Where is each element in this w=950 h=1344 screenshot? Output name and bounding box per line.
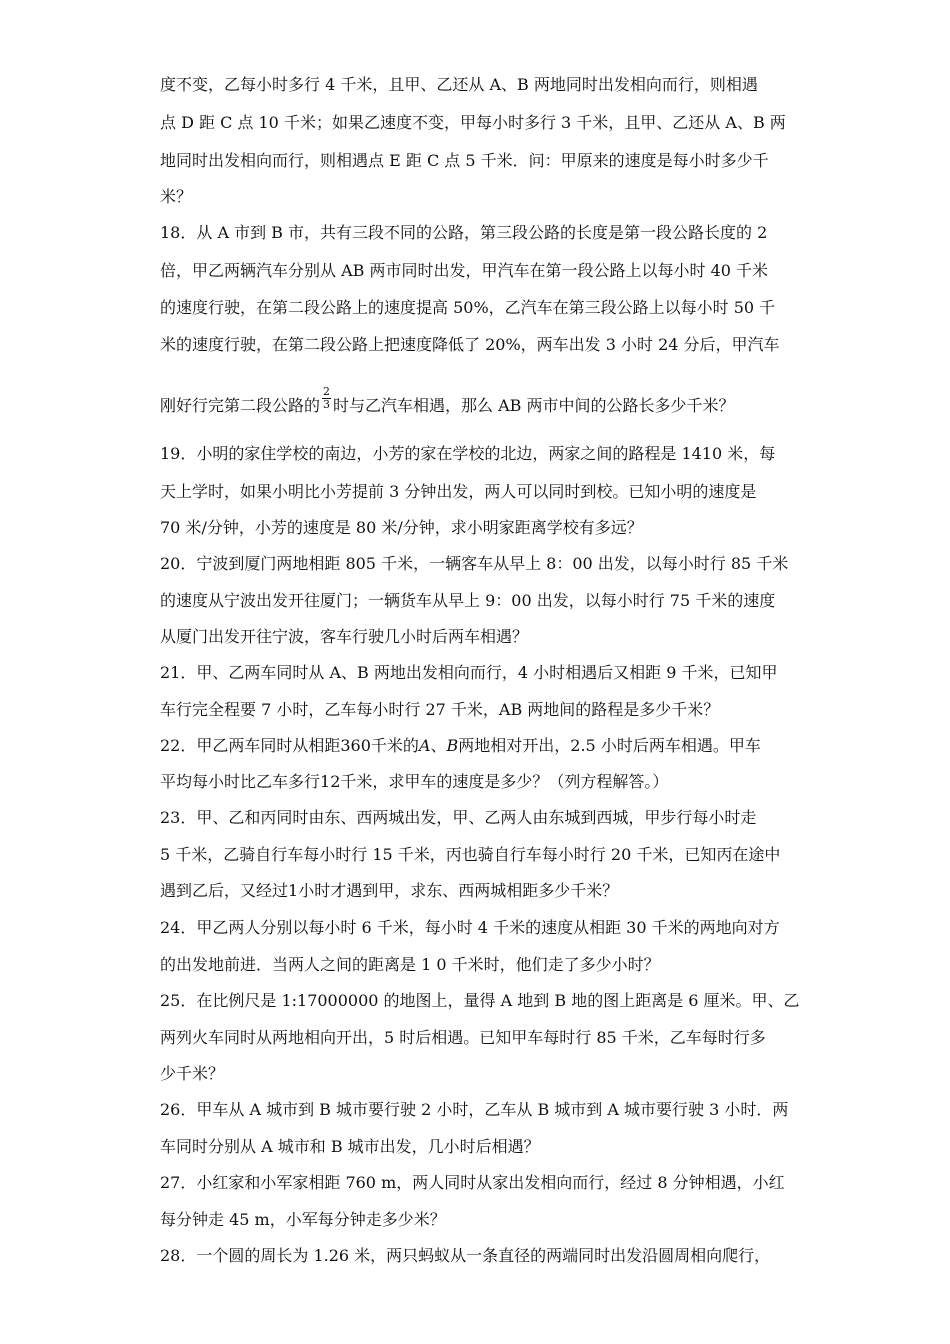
problem-18-line-1: 18．从 A 市到 B 市，共有三段不同的公路，第三段公路的长度是第一段公路长度的 2 xyxy=(160,223,768,242)
problem-26-line-2: 车同时分别从 A 城市和 B 城市出发，几小时后相遇？ xyxy=(160,1137,540,1156)
problem-22-line-1-start: 22．甲乙两车同时从相距 xyxy=(160,736,341,755)
problem-22-line-1 xyxy=(160,735,800,757)
problem-20-line-3: 从厦门出发开往宁波，客车行驶几小时后两车相遇？ xyxy=(160,627,529,646)
point-a: A xyxy=(418,736,431,755)
point-separator: 、 xyxy=(430,736,447,755)
problem-23-line-3-start: 遇到乙后，又经过 xyxy=(160,881,289,900)
problem-20-line-1: 20．宁波到厦门两地相距 805 千米，一辆客车从早上 8：00 出发，以每小时行 85 千米 xyxy=(160,554,789,573)
problem-25-line-3: 少千米？ xyxy=(160,1064,225,1083)
problem-22-line-2 xyxy=(160,771,800,793)
problem-27-line-2: 每分钟走 45 m，小军每分钟走多少米？ xyxy=(160,1210,446,1229)
problem-19-line-3: 70 米/分钟，小芳的速度是 80 米/分钟，求小明家距离学校有多远？ xyxy=(160,518,643,537)
problem-20-line-2: 的速度从宁波出发开往厦门；一辆货车从早上 9：00 出发，以每小时行 75 千米的速度 xyxy=(160,591,776,610)
problem-17-line-1: 度不变，乙每小时多行 4 千米，且甲、乙还从 A、B 两地同时出发相向而行，则相遇 xyxy=(160,75,758,94)
problem-17-line-2: 点 D 距 C 点 10 千米；如果乙速度不变，甲每小时多行 3 千米，且甲、乙还从 A、B 两 xyxy=(160,113,786,132)
problem-19-line-1: 19．小明的家住学校的南边，小芳的家在学校的北边，两家之间的路程是 1410 米，每 xyxy=(160,444,776,463)
problem-22-line-1-mid: 千米的 xyxy=(370,736,419,755)
problem-24-line-2: 的出发地前进．当两人之间的距离是 1 0 千米时，他们走了多少小时？ xyxy=(160,955,660,974)
problem-17-line-4: 米？ xyxy=(160,187,193,206)
problem-18-line-3: 的速度行驶，在第二段公路上的速度提高 50%，乙汽车在第三段公路上以每小时 50 千 xyxy=(160,298,776,317)
problem-18-line-4: 米的速度行驶，在第二段公路上把速度降低了 20%，两车出发 3 小时 24 分后，甲汽车 xyxy=(160,335,780,354)
problem-22-line-2-end: 千米，求甲车的速度是多少？（列方程解答。） xyxy=(340,772,669,791)
problem-23-line-3 xyxy=(160,880,800,902)
problem-17-line-3: 地同时出发相向而行，则相遇点 E 距 C 点 5 千米．问：甲原来的速度是每小时多少千 xyxy=(160,151,769,170)
problem-23-line-1: 23．甲、乙和丙同时由东、西两城出发，甲、乙两人由东城到西城，甲步行每小时走 xyxy=(160,808,757,827)
problem-27-line-1: 27．小红家和小军家相距 760 m，两人同时从家出发相向而行，经过 8 分钟相遇，小红 xyxy=(160,1173,785,1192)
problem-18-line-2: 倍，甲乙两辆汽车分别从 AB 两市同时出发，甲汽车在第一段公路上以每小时 40 千米 xyxy=(160,261,769,280)
problem-24-line-1: 24．甲乙两人分别以每小时 6 千米，每小时 4 千米的速度从相距 30 千米的两地向对方 xyxy=(160,918,780,937)
problem-21-line-2: 车行完全程要 7 小时，乙车每小时行 27 千米，AB 两地间的路程是多少千米？ xyxy=(160,700,720,719)
problem-18-line-5 xyxy=(160,385,800,419)
distance-value: 360 xyxy=(340,736,371,755)
fraction-two-thirds xyxy=(322,386,331,411)
point-b: B xyxy=(446,736,459,755)
problem-25-line-2: 两列火车同时从两地相向开出，5 时后相遇。已知甲车每时行 85 千米，乙车每时行多 xyxy=(160,1028,766,1047)
problem-19-line-2: 天上学时，如果小明比小芳提前 3 分钟出发，两人可以同时到校。已知小明的速度是 xyxy=(160,482,757,501)
problem-26-line-1: 26．甲车从 A 城市到 B 城市要行驶 2 小时，乙车从 B 城市到 A 城市要行驶 3 小时．两 xyxy=(160,1100,789,1119)
hour-value: 1 xyxy=(288,881,299,900)
fraction-denominator: 3 xyxy=(323,398,331,411)
fraction-numerator: 2 xyxy=(323,385,331,398)
problem-25-line-1: 25．在比例尺是 1:17000000 的地图上，量得 A 地到 B 地的图上距离是 6 厘米。甲、乙 xyxy=(160,991,800,1010)
problem-23-line-3-end: 小时才遇到甲，求东、西两城相距多少千米？ xyxy=(298,881,619,900)
problem-23-line-2: 5 千米，乙骑自行车每小时行 15 千米，丙也骑自行车每小时行 20 千米，已知丙在途中 xyxy=(160,845,781,864)
problem-21-line-1: 21．甲、乙两车同时从 A、B 两地出发相向而行，4 小时相遇后又相距 9 千米，已知甲 xyxy=(160,663,778,682)
problem-22-line-1-end: 两地相对开出，2.5 小时后两车相遇。甲车 xyxy=(458,736,761,755)
problem-22-line-2-start: 平均每小时比乙车多行 xyxy=(160,772,321,791)
problem-18-line-5-start: 刚好行完第二段公路的 xyxy=(160,396,321,415)
speed-difference-value: 12 xyxy=(320,772,341,791)
problem-18-line-5-end: 时与乙汽车相遇，那么 AB 两市中间的公路长多少千米？ xyxy=(333,396,735,415)
problem-28-line-1: 28．一个圆的周长为 1.26 米，两只蚂蚁从一条直径的两端同时出发沿圆周相向爬行， xyxy=(160,1246,771,1265)
